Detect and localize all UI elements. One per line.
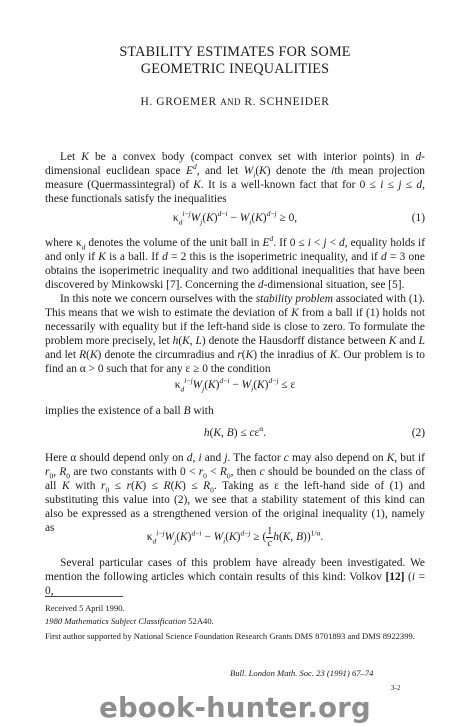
journal-reference: Bull. London Math. Soc. 23 (1991) 67–74: [230, 668, 374, 678]
author-conjunction: AND: [220, 97, 241, 107]
author-groemer: H. GROEMER: [140, 96, 217, 108]
paragraph-implication: implies the existence of a ball B with: [45, 405, 214, 417]
title-line-1: STABILITY ESTIMATES FOR SOME: [119, 44, 351, 60]
footnote-msc: 1980 Mathematics Subject Classification 52A40.: [45, 616, 214, 626]
title-line-2: GEOMETRIC INEQUALITIES: [140, 61, 330, 77]
equation-2-number: (2): [411, 427, 425, 439]
footnote-divider: [45, 596, 123, 597]
paper-title: [0, 44, 470, 78]
condition-expression: $\kappa_d^{i-j}W_j(K)^{d-i} - W_i(K)^{d-j} \le \varepsilon$: [174, 376, 296, 394]
paragraph-stability-problem: In this note we concern ourselves with the stability problem associated with (1). This means that we wish to estimate the deviation of K from a ball if (1) holds not necessarily with equality but if the left-hand side is close to zero. To formulate the problem more precisely, let h(K, L) denote the Hausdorff distance between K and L and let R(K) denote the circumradius and r(K) the inradius of K. Our problem is to find an α > 0 such that for any ε ≥ 0 the condition: [45, 293, 426, 375]
footnote-support: First author supported by National Science Foundation Research Grants DMS 8701893 and DMS 8922399.: [45, 631, 415, 641]
equation-2: [45, 424, 425, 443]
equation-2-expression: h(K, $B) \le c\varepsilon^\alpha$.: [203, 424, 267, 439]
equation-strengthened: [45, 526, 425, 552]
signature-mark: 3-2: [391, 684, 401, 692]
paragraph-equality: where $\kappa_d$ denotes the volume of the unit ball in $E^d$. If 0 ≤ i < j < d, equality holds if and only if K is a ball. If d = 2 this is the isoperimetric inequality, and if d = 3 one obtains the isoperimetric inequality and two additional inequalities that have been discovered by Minkowski [7]. Concerning the d-dimensional situation, see [5].: [45, 234, 425, 291]
watermark: ebook-hunter.org: [99, 692, 371, 724]
paragraph-dependence: Here α should depend only on d, i and j. The factor c may also depend on K, but if $r_0$, $R_0$ are two constants with $0 < r_0 < R_0$, then c should be bounded on the class of all K with $r_0 \le r(K) \le R(K) \le R_0$. Taking as ε the left-hand side of (1) and substituting this value into (2), we see that a stability statement of this kind can also be expressed as a strengthened version of the original inequality (1), namely as: [45, 452, 425, 534]
author-line: [0, 96, 470, 108]
equation-condition: [45, 376, 425, 395]
strengthened-expression: $\kappa_d^{i-j}W_j(K)^{d-i} - W_i(K)^{d-j}$ ≥ ( $\frac{1}{c}$ h(K, B))$^{1/\alpha}$.: [146, 526, 324, 549]
equation-1: [45, 209, 425, 228]
author-schneider: R. SCHNEIDER: [244, 96, 330, 108]
equation-1-number: (1): [411, 212, 425, 224]
paragraph-intro: Let K be a convex body (compact convex set with interior points) in d-dimensional euclidean space $E^d$, and let $W_i(K)$ denote the ith mean projection measure (Quermassintegral) of K. It is a well-known fact that for 0 ≤ i ≤ j ≤ d, these functionals satisfy the inequalities: [45, 151, 425, 205]
equation-1-expression: $\kappa_d^{i-j}W_j(K)^{d-i} - W_i(K)^{d-j} \ge 0$,: [172, 209, 298, 227]
paragraph-previous-work: Several particular cases of this problem have already been investigated. We mention the following articles which contain results of this kind: Volkov [12] (i = 0,: [45, 557, 425, 597]
footnote-received: Received 5 April 1990.: [45, 603, 125, 613]
